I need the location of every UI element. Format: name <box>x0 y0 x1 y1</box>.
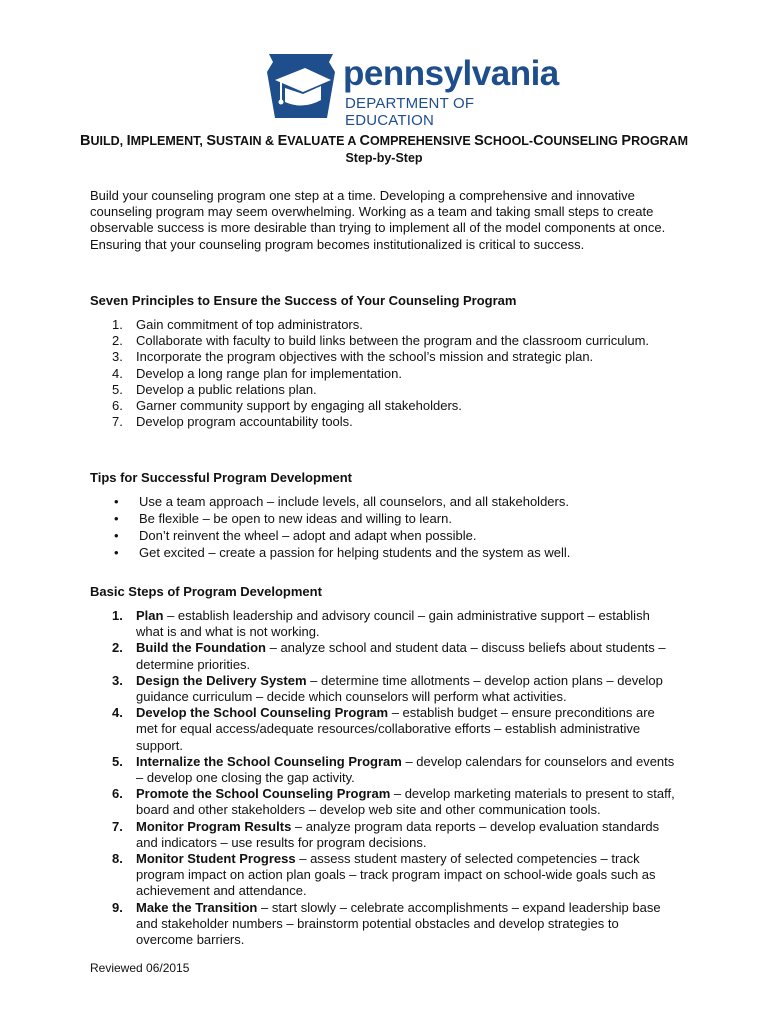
bullet-icon: • <box>114 510 119 526</box>
title-rest: UILD, <box>90 134 127 148</box>
title-initial: C <box>359 133 370 149</box>
step-text: – analyze program data reports – develop evaluation standards and indicators – use results for program decisions. <box>136 818 660 850</box>
step-item <box>108 819 678 851</box>
keystone-mortarboard-icon <box>263 50 339 126</box>
tip-item <box>114 545 674 562</box>
step-item <box>108 754 678 786</box>
item-number: 3. <box>112 349 123 365</box>
item-number: 3. <box>112 672 123 688</box>
title-initial: S <box>474 133 484 149</box>
title-initial: B <box>79 133 91 149</box>
item-number: 4. <box>112 705 123 721</box>
title-initial: E <box>277 133 288 149</box>
item-number: 1. <box>112 317 123 332</box>
principle-item <box>108 349 678 365</box>
principles-heading: Seven Principles to Ensure the Success of Your Counseling Program <box>90 293 517 308</box>
principle-item <box>108 414 678 430</box>
item-number: 1. <box>112 608 123 623</box>
title-rest: ROGRAM <box>631 134 689 148</box>
step-label: Develop the School Counseling Program <box>136 705 389 721</box>
step-item <box>108 705 678 754</box>
principle-item <box>108 317 678 333</box>
step-item <box>108 786 678 818</box>
item-number: 2. <box>112 640 123 656</box>
step-item <box>108 608 678 640</box>
step-text: – develop marketing materials to present to staff, board and other stakeholders – develop web site and other communication tools. <box>136 786 675 818</box>
tip-text: Don’t reinvent the wheel – adopt and adapt when possible. <box>139 527 477 543</box>
step-text: – develop calendars for counselors and events – develop one closing the gap activity. <box>136 753 675 786</box>
title-initial: I <box>126 133 131 149</box>
step-label: Monitor Student Progress <box>136 851 296 867</box>
item-number: 7. <box>112 818 123 834</box>
tip-text: Be flexible – be open to new ideas and willing to learn. <box>139 510 452 526</box>
step-label: Plan <box>136 608 164 623</box>
pde-logo <box>263 50 563 129</box>
item-number: 4. <box>112 365 123 381</box>
principle-text: Collaborate with faculty to build links between the program and the classroom curriculum. <box>136 333 650 349</box>
principle-text: Garner community support by engaging all stakeholders. <box>136 398 462 414</box>
steps-heading: Basic Steps of Program Development <box>90 584 322 599</box>
step-text: – establish leadership and advisory council – gain administrative support – establish what is and what is not working. <box>136 608 650 640</box>
step-text: – determine time allotments – develop action plans – develop guidance curriculum – decide which counselors will perform what activities. <box>136 672 663 705</box>
principle-text: Develop a long range plan for implementation. <box>136 365 402 381</box>
item-number: 5. <box>112 381 123 397</box>
step-label: Internalize the School Counseling Program <box>136 753 402 769</box>
principle-text: Develop a public relations plan. <box>136 381 317 397</box>
item-number: 2. <box>112 333 123 349</box>
step-item <box>108 640 678 672</box>
item-number: 5. <box>112 753 123 769</box>
tip-item <box>114 511 674 528</box>
item-number: 6. <box>112 786 123 802</box>
principle-item <box>108 333 678 349</box>
title-initial: P <box>621 133 632 149</box>
tip-item <box>114 494 674 511</box>
logo-wordmark: pennsylvania <box>343 54 559 93</box>
item-number: 9. <box>112 899 123 915</box>
title-rest: VALUATE A <box>287 134 360 148</box>
step-text: – assess student mastery of selected competencies – track program impact on action plan goals – track program impact on school-wide goals such as achievement and attendance. <box>136 851 656 899</box>
document-subtitle: Step-by-Step <box>345 151 423 165</box>
step-item <box>108 900 678 949</box>
tip-item <box>114 528 674 545</box>
tip-text: Use a team approach – include levels, all counselors, and all stakeholders. <box>139 494 569 509</box>
principle-text: Gain commitment of top administrators. <box>136 317 363 332</box>
bullet-icon: • <box>114 494 119 509</box>
step-item <box>108 851 678 900</box>
steps-list <box>108 608 678 948</box>
title-rest: OMPREHENSIVE <box>369 134 475 148</box>
tip-text: Get excited – create a passion for helping students and the system as well. <box>139 544 571 560</box>
item-number: 7. <box>112 414 123 430</box>
title-rest: USTAIN & <box>215 134 278 148</box>
principle-item <box>108 398 678 414</box>
tips-heading: Tips for Successful Program Development <box>90 470 352 485</box>
review-date: Reviewed 06/2015 <box>90 961 190 975</box>
step-label: Monitor Program Results <box>136 818 292 834</box>
principle-item <box>108 382 678 398</box>
bullet-icon: • <box>114 544 119 560</box>
step-label: Make the Transition <box>136 899 258 915</box>
principles-list <box>108 317 678 430</box>
step-text: – establish budget – ensure preconditions are met for equal access/adequate resources/collaborative efforts – establish administrative support. <box>136 705 655 753</box>
bullet-icon: • <box>114 527 119 543</box>
principle-item <box>108 366 678 382</box>
intro-paragraph: Build your counseling program one step at a time. Developing a comprehensive and innovative counseling program may seem overwhelming. Working as a team and taking small steps to create observable success is more desirable than trying to implement all of the model components at once. Ensuring that your counseling program becomes institutionalized is critical to success. <box>90 188 666 252</box>
step-text: – analyze school and student data – discuss beliefs about students – determine priorities. <box>136 640 666 672</box>
item-number: 8. <box>112 851 123 867</box>
title-rest: OUNSELING <box>543 134 622 148</box>
title-initial: C <box>533 133 544 149</box>
tips-list <box>114 494 674 562</box>
step-label: Design the Delivery System <box>136 672 307 688</box>
step-item <box>108 673 678 705</box>
title-initial: S <box>206 133 216 149</box>
item-number: 6. <box>112 398 123 414</box>
step-text: – start slowly – celebrate accomplishments – expand leadership base and stakeholder numbers – brainstorm potential obstacles and develop strategies to overcome barriers. <box>136 899 661 948</box>
principle-text: Develop program accountability tools. <box>136 414 353 430</box>
title-rest: MPLEMENT, <box>130 134 207 148</box>
logo-subtitle: DEPARTMENT OF EDUCATION <box>345 95 475 129</box>
document-title <box>0 133 768 149</box>
title-rest: CHOOL- <box>483 134 534 148</box>
step-label: Promote the School Counseling Program <box>136 786 391 802</box>
step-label: Build the Foundation <box>136 640 266 656</box>
principle-text: Incorporate the program objectives with the school’s mission and strategic plan. <box>136 349 594 365</box>
